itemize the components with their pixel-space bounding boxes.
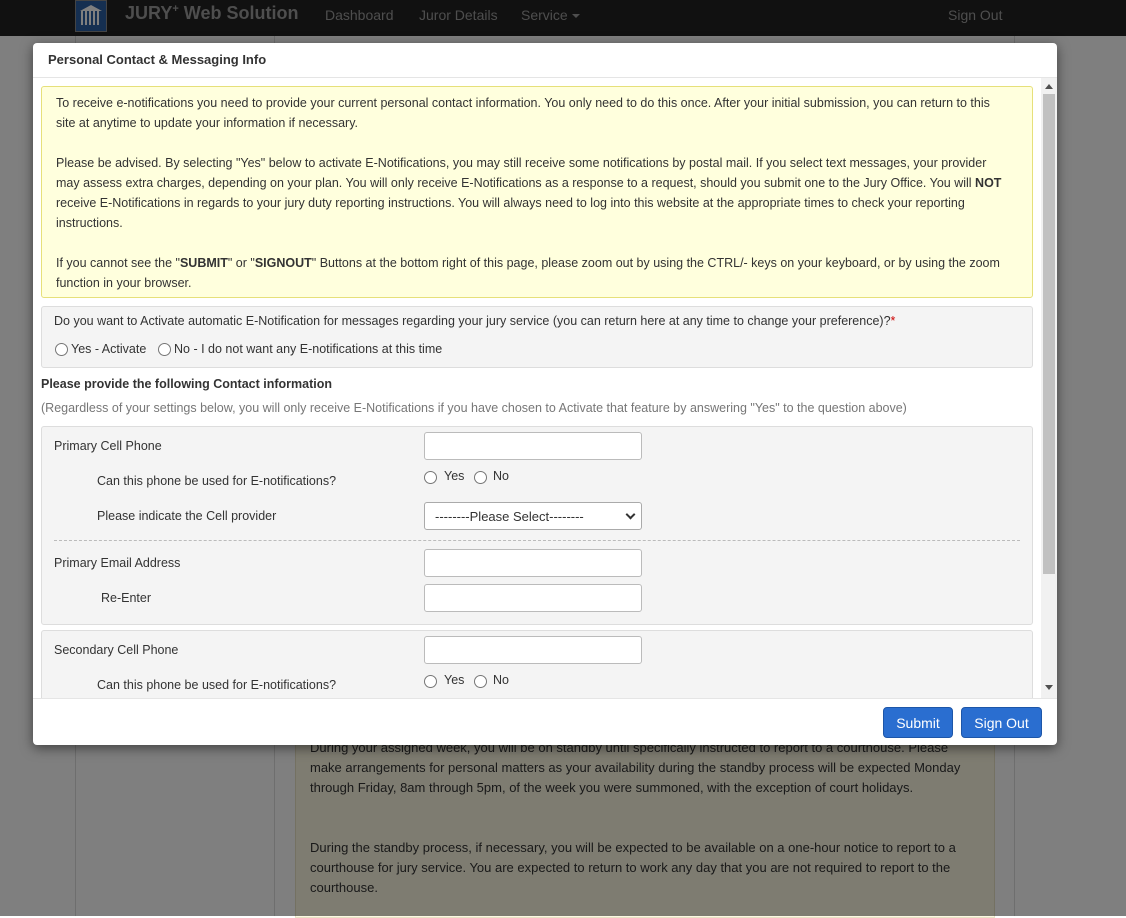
notice-paragraph: If you cannot see the "SUBMIT" or "SIGNOUT" Buttons at the bottom right of this page, please zoom out by using the CTRL/- keys on your keyboard, or by using the zoom function in your browser. (56, 256, 1000, 290)
cell-provider-label: Please indicate the Cell provider (97, 509, 277, 523)
secondary-cell-yes-radio[interactable] (424, 675, 437, 688)
modal-footer (33, 698, 1057, 745)
activate-no-label[interactable]: No - I do not want any E-notifications at this time (174, 342, 443, 356)
secondary-cell-enotify-label: Can this phone be used for E-notifications? (97, 678, 337, 692)
secondary-cell-label: Secondary Cell Phone (54, 643, 179, 657)
scrollbar-thumb[interactable] (1043, 94, 1055, 574)
cell-provider-select[interactable] (424, 502, 642, 530)
primary-cell-no-radio[interactable] (474, 471, 487, 484)
activate-question: Do you want to Activate automatic E-Notification for messages regarding your jury service (you can return here at any time to change your preference)?* (54, 314, 896, 328)
primary-cell-no-label[interactable]: No (493, 469, 509, 483)
sign-out-button[interactable]: Sign Out (961, 707, 1042, 738)
notice-paragraph: Please be advised. By selecting "Yes" below to activate E-Notifications, you may still receive some notifications by postal mail. If you select text messages, your provider may assess extra charges, depending on your plan. You will only receive E-Notifications as a response to a request, should you submit one to the Jury Office. You will NOT receive E-Notifications in regards to your jury duty reporting instructions. You will always need to log into this website at the appropriate times to check your reporting instructions. (56, 156, 1002, 230)
reenter-email-input[interactable] (424, 584, 642, 612)
chevron-down-icon (626, 510, 636, 520)
secondary-cell-no-label[interactable]: No (493, 673, 509, 687)
activate-yes-radio[interactable] (55, 343, 68, 356)
activate-no-radio[interactable] (158, 343, 171, 356)
primary-cell-input[interactable] (424, 432, 642, 460)
section-divider (54, 540, 1020, 541)
secondary-contact-well (41, 630, 1033, 698)
notice-paragraph: To receive e-notifications you need to provide your current personal contact information. You only need to do this once. After your initial submission, you can return to this site at anytime to update your information if necessary. (56, 96, 990, 130)
primary-cell-enotify-label: Can this phone be used for E-notifications? (97, 474, 337, 488)
submit-button[interactable]: Submit (883, 707, 953, 738)
primary-contact-well (41, 426, 1033, 625)
modal-header (33, 43, 1057, 78)
secondary-cell-yes-label[interactable]: Yes (444, 673, 465, 687)
reenter-email-label: Re-Enter (101, 591, 152, 605)
required-marker: * (890, 314, 896, 328)
secondary-cell-input[interactable] (424, 636, 642, 664)
scroll-down-arrow-icon[interactable] (1045, 685, 1053, 690)
cell-provider-selected: --------Please Select-------- (435, 509, 584, 524)
modal-title: Personal Contact & Messaging Info (48, 52, 267, 67)
contact-section-subtitle: (Regardless of your settings below, you will only receive E-Notifications if you have chosen to Activate that feature by answering "Yes" to the question above) (41, 401, 907, 415)
primary-cell-yes-radio[interactable] (424, 471, 437, 484)
notice-box (41, 86, 1033, 298)
primary-email-input[interactable] (424, 549, 642, 577)
primary-email-label: Primary Email Address (54, 556, 181, 570)
scroll-up-arrow-icon[interactable] (1045, 84, 1053, 89)
modal-scrollbar[interactable] (1041, 78, 1057, 698)
contact-section-title: Please provide the following Contact information (41, 377, 332, 391)
primary-cell-yes-label[interactable]: Yes (444, 469, 465, 483)
activate-yes-label[interactable]: Yes - Activate (71, 342, 147, 356)
primary-cell-label: Primary Cell Phone (54, 439, 162, 453)
secondary-cell-no-radio[interactable] (474, 675, 487, 688)
modal-body[interactable] (33, 78, 1057, 698)
contact-info-modal (33, 43, 1057, 745)
activate-question-well (41, 306, 1033, 368)
